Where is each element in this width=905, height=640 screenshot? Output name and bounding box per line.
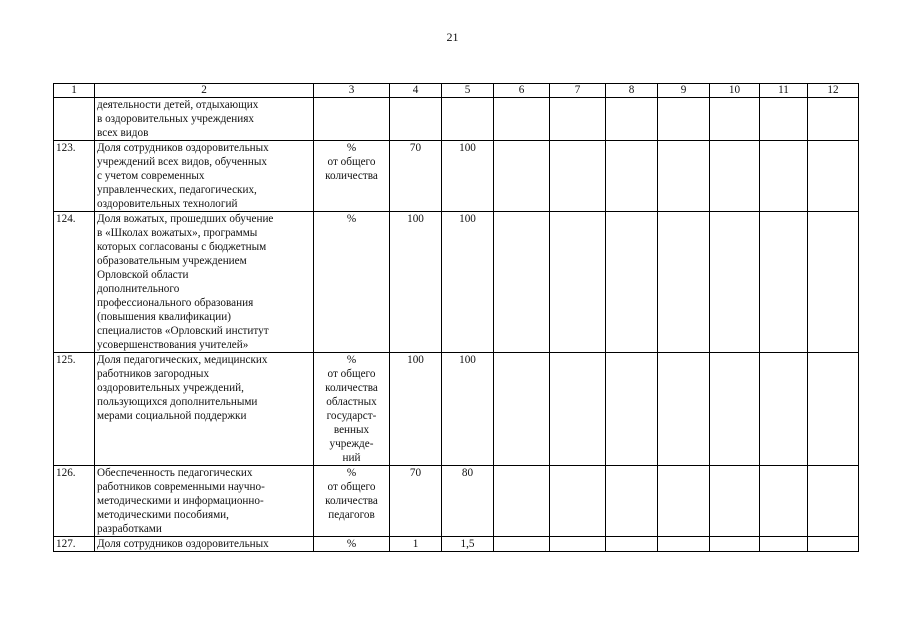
empty-cell	[658, 466, 710, 537]
empty-cell	[494, 141, 550, 212]
row-number: 126.	[54, 466, 95, 537]
empty-cell	[710, 466, 760, 537]
empty-cell	[710, 212, 760, 353]
value-col-5: 100	[442, 353, 494, 466]
empty-cell	[760, 141, 808, 212]
unit-cell	[314, 98, 390, 141]
empty-cell	[658, 212, 710, 353]
row-number: 123.	[54, 141, 95, 212]
empty-cell	[494, 537, 550, 552]
empty-cell	[808, 353, 859, 466]
empty-cell	[658, 141, 710, 212]
value-col-5: 80	[442, 466, 494, 537]
column-header: 8	[606, 84, 658, 98]
empty-cell	[550, 466, 606, 537]
value-col-5: 100	[442, 212, 494, 353]
column-header: 10	[710, 84, 760, 98]
column-header: 2	[95, 84, 314, 98]
column-header: 1	[54, 84, 95, 98]
column-header: 11	[760, 84, 808, 98]
unit-cell: % от общего количества педагогов	[314, 466, 390, 537]
empty-cell	[494, 98, 550, 141]
indicators-table	[53, 83, 859, 552]
indicator-text: Обеспеченность педагогических работников современными научно- методическими и информационно- методическими пособиями, разработками	[95, 466, 314, 537]
empty-cell	[550, 537, 606, 552]
empty-cell	[808, 212, 859, 353]
row-number: 127.	[54, 537, 95, 552]
indicator-text: Доля сотрудников оздоровительных	[95, 537, 314, 552]
value-col-5	[442, 98, 494, 141]
value-col-4: 70	[390, 466, 442, 537]
column-header: 4	[390, 84, 442, 98]
table-row	[54, 212, 859, 353]
column-header: 9	[658, 84, 710, 98]
unit-cell: %	[314, 212, 390, 353]
empty-cell	[606, 537, 658, 552]
empty-cell	[658, 353, 710, 466]
value-col-4: 100	[390, 353, 442, 466]
empty-cell	[658, 98, 710, 141]
indicator-text: Доля сотрудников оздоровительных учреждений всех видов, обученных с учетом современных управленческих, педагогических, оздоровительных технологий	[95, 141, 314, 212]
empty-cell	[606, 212, 658, 353]
empty-cell	[760, 466, 808, 537]
value-col-4: 1	[390, 537, 442, 552]
empty-cell	[606, 141, 658, 212]
unit-cell: % от общего количества областных государст- венных учрежде- ний	[314, 353, 390, 466]
empty-cell	[808, 141, 859, 212]
empty-cell	[606, 353, 658, 466]
indicator-text: Доля вожатых, прошедших обучение в «Школах вожатых», программы которых согласованы с бюджетным образовательным учреждением Орловской области дополнительного профессионального образования (повышения квалификации) специалистов «Орловский институт усовершенствования учителей»	[95, 212, 314, 353]
unit-cell: % от общего количества	[314, 141, 390, 212]
empty-cell	[550, 141, 606, 212]
table-row	[54, 141, 859, 212]
value-col-5: 100	[442, 141, 494, 212]
row-number: 125.	[54, 353, 95, 466]
table-row	[54, 353, 859, 466]
empty-cell	[710, 537, 760, 552]
unit-cell: %	[314, 537, 390, 552]
value-col-4: 100	[390, 212, 442, 353]
empty-cell	[760, 537, 808, 552]
value-col-4: 70	[390, 141, 442, 212]
value-col-4	[390, 98, 442, 141]
empty-cell	[710, 353, 760, 466]
empty-cell	[808, 98, 859, 141]
indicator-text: деятельности детей, отдыхающих в оздоровительных учреждениях всех видов	[95, 98, 314, 141]
header-row	[54, 84, 859, 98]
empty-cell	[494, 353, 550, 466]
empty-cell	[710, 141, 760, 212]
empty-cell	[760, 98, 808, 141]
empty-cell	[550, 98, 606, 141]
column-header: 5	[442, 84, 494, 98]
empty-cell	[710, 98, 760, 141]
empty-cell	[658, 537, 710, 552]
value-col-5: 1,5	[442, 537, 494, 552]
empty-cell	[494, 466, 550, 537]
empty-cell	[550, 353, 606, 466]
table-row	[54, 537, 859, 552]
row-number	[54, 98, 95, 141]
column-header: 6	[494, 84, 550, 98]
empty-cell	[606, 98, 658, 141]
column-header: 7	[550, 84, 606, 98]
empty-cell	[606, 466, 658, 537]
table-row	[54, 98, 859, 141]
column-header: 3	[314, 84, 390, 98]
empty-cell	[550, 212, 606, 353]
empty-cell	[494, 212, 550, 353]
indicator-text: Доля педагогических, медицинских работников загородных оздоровительных учреждений, пользующихся дополнительными мерами социальной поддержки	[95, 353, 314, 466]
page-number: 21	[446, 30, 459, 44]
column-header: 12	[808, 84, 859, 98]
row-number: 124.	[54, 212, 95, 353]
empty-cell	[808, 537, 859, 552]
empty-cell	[808, 466, 859, 537]
empty-cell	[760, 212, 808, 353]
empty-cell	[760, 353, 808, 466]
table-row	[54, 466, 859, 537]
